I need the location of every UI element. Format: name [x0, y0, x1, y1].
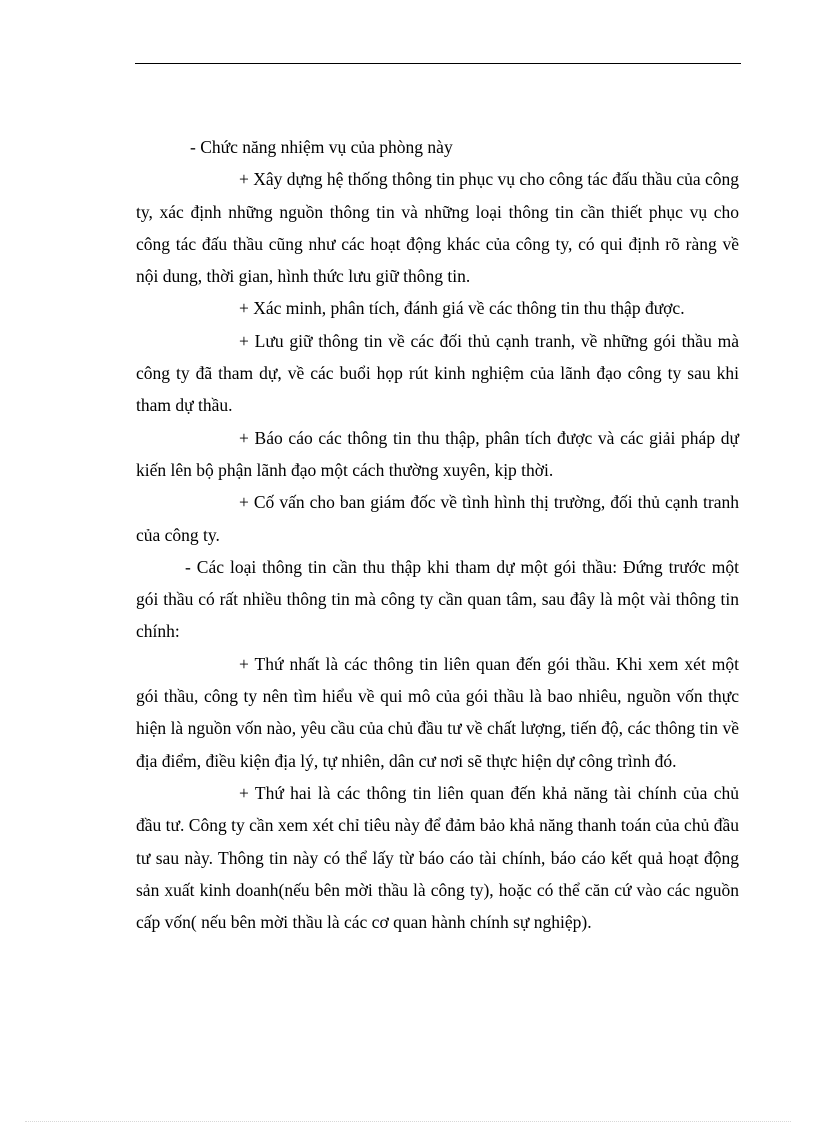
paragraph-bullet-report: + Báo cáo các thông tin thu thập, phân tích được và các giải pháp dự kiến lên bộ phận lãnh đạo một cách thường xuyên, kịp thời. [136, 427, 739, 480]
header-rule [135, 63, 741, 64]
footer-rule [25, 1121, 791, 1122]
document-body [136, 131, 739, 938]
paragraph-bullet-store-info: + Lưu giữ thông tin về các đối thủ cạnh tranh, về những gói thầu mà công ty đã tham dự, về các buổi họp rút kinh nghiệm của lãnh đạo công ty sau khi tham dự thầu. [136, 330, 739, 416]
paragraph-bullet-first: + Thứ nhất là các thông tin liên quan đến gói thầu. Khi xem xét một gói thầu, công ty nên tìm hiểu về qui mô của gói thầu là bao nhiêu, nguồn vốn thực hiện là nguồn vốn nào, yêu cầu của chủ đầu tư về chất lượng, tiến độ, các thông tin về địa điểm, điều kiện địa lý, tự nhiên, dân cư nơi sẽ thực hiện dự công trình đó. [136, 653, 739, 771]
paragraph-bullet-advise: + Cố vấn cho ban giám đốc về tình hình thị trường, đối thủ cạnh tranh của công ty. [136, 492, 739, 545]
paragraph-bullet-verify: + Xác minh, phân tích, đánh giá về các thông tin thu thập được. [239, 298, 685, 319]
paragraph-section-heading: - Chức năng nhiệm vụ của phòng này [190, 137, 453, 157]
paragraph-info-types: - Các loại thông tin cần thu thập khi tham dự một gói thầu: Đứng trước một gói thầu có rất nhiều thông tin mà công ty cần quan tâm, sau đây là một vài thông tin chính: [136, 556, 739, 642]
paragraph-bullet-second: + Thứ hai là các thông tin liên quan đến khả năng tài chính của chủ đầu tư. Công ty cần xem xét chỉ tiêu này để đảm bảo khả năng thanh toán của chủ đầu tư sau này. Thông tin này có thể lấy từ báo cáo tài chính, báo cáo kết quả hoạt động sản xuất kinh doanh(nếu bên mời thầu là công ty), hoặc có thể căn cứ vào các nguồn cấp vốn( nếu bên mời thầu là các cơ quan hành chính sự nghiệp). [136, 782, 739, 933]
paragraph-bullet-build-system: + Xây dựng hệ thống thông tin phục vụ cho công tác đấu thầu của công ty, xác định những nguồn thông tin và những loại thông tin cần thiết phục vụ cho công tác đấu thầu cũng như các hoạt động khác của công ty, có qui định rõ ràng về nội dung, thời gian, hình thức lưu giữ thông tin. [136, 169, 739, 287]
